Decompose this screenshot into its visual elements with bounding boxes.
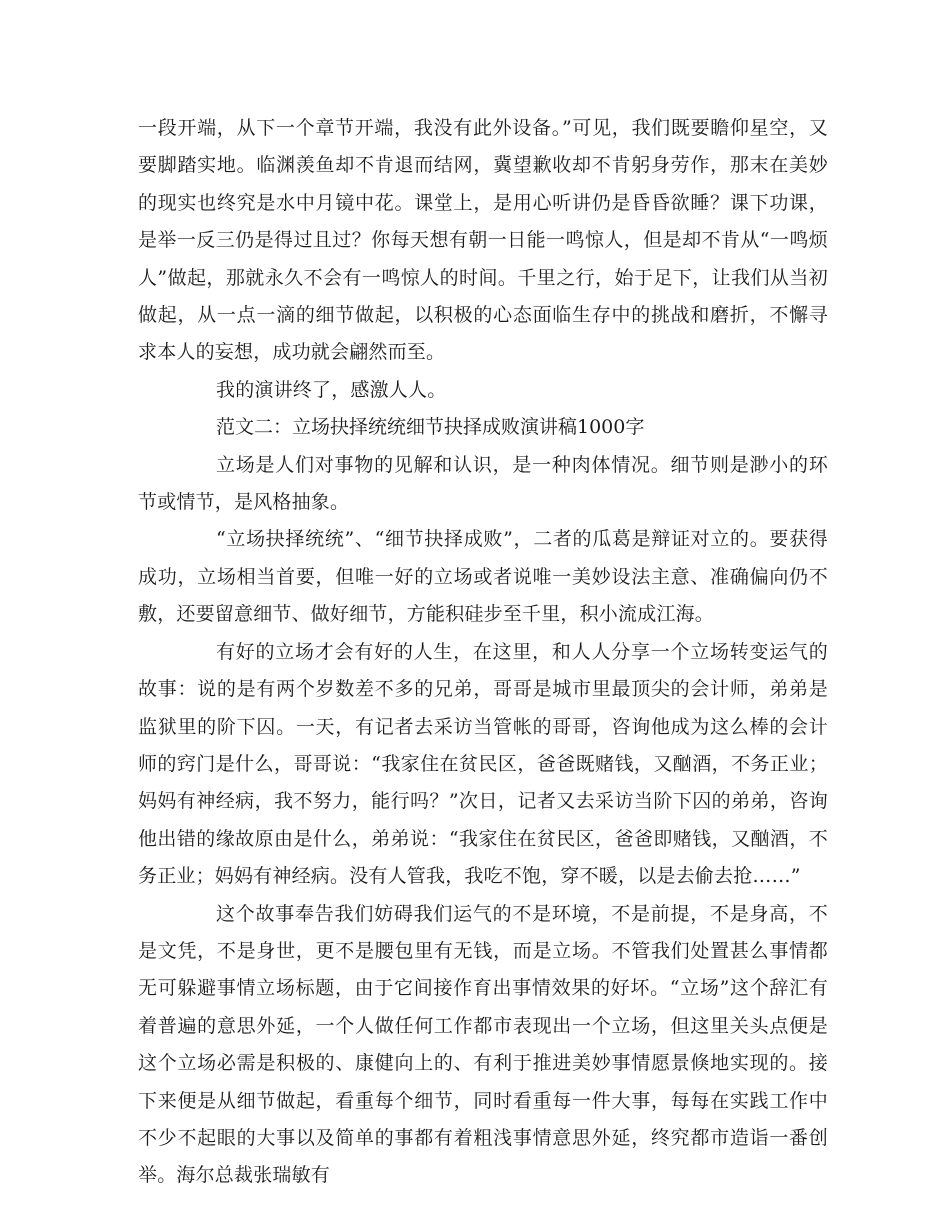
document-body — [138, 110, 828, 1195]
paragraph-story: 有好的立场才会有好的人生，在这里，和人人分享一个立场转变运气的故事：说的是有两个岁数差不多的兄弟，哥哥是城市里最顶尖的会计师，弟弟是监狱里的阶下囚。一天，有记者去采访当管帐的哥哥，咨询他成为这么棒的会计师的窍门是什么，哥哥说：“我家住在贫民区，爸爸既赌钱，又酗酒，不务正业；妈妈有神经病，我不努力，能行吗？”次日，记者又去采访当阶下囚的弟弟，咨询他出错的缘故原由是什么，弟弟说：“我家住在贫民区，爸爸即赌钱，又酗酒，不务正业；妈妈有神经病。没有人管我，我吃不饱，穿不暖，以是去偷去抢……” — [138, 640, 828, 888]
paragraph-definition: 立场是人们对事物的见解和认识，是一种肉体情况。细节则是渺小的环节或情节，是风格抽象。 — [138, 453, 828, 514]
paragraph-continuation: 一段开端，从下一个章节开端，我没有此外设备。”可见，我们既要瞻仰星空，又要脚踏实地。临渊羡鱼却不肯退而结网，冀望歉收却不肯躬身劳作，那末在美妙的现实也终究是水中月镜中花。课堂上，是用心听讲仍是昏昏欲睡？课下功课，是举一反三仍是得过且过？你每天想有朝一日能一鸣惊人，但是却不肯从“一鸣烦人”做起，那就永久不会有一鸣惊人的时间。千里之行，始于足下，让我们从当初做起，从一点一滴的细节做起，以积极的心态面临生存中的挑战和磨折，不懈寻求本人的妄想，成功就会翩然而至。 — [138, 117, 828, 364]
paragraph-closing: 我的演讲终了，感激人人。 — [216, 378, 447, 401]
section-heading: 范文二：立场抉择统统细节抉择成败演讲稿1000字 — [216, 416, 645, 439]
paragraph-lesson: 这个故事奉告我们妨碍我们运气的不是环境，不是前提，不是身高，不是文凭，不是身世，更不是腰包里有无钱，而是立场。不管我们处置甚么事情都无可躲避事情立场标题，由于它间接作育出事情效果的好坏。“立场”这个辞汇有着普遍的意思外延，一个人做任何工作都市表现出一个立场，但这里关头点便是这个立场必需是积极的、康健向上的、有利于推进美妙事情愿景倏地实现的。接下来便是从细节做起，看重每个细节，同时看重每一件大事，每每在实践工作中不少不起眼的大事以及简单的事都有着粗浅事情意思外延，终究都市造诣一番创举。海尔总裁张瑞敏有 — [138, 902, 828, 1187]
paragraph-relationship: “立场抉择统统”、“细节抉择成败”，二者的瓜葛是辩证对立的。要获得成功，立场相当首要，但唯一好的立场或者说唯一美妙设法主意、准确偏向仍不敷，还要留意细节、做好细节，方能积硅步至千里，积小流成江海。 — [138, 528, 828, 626]
